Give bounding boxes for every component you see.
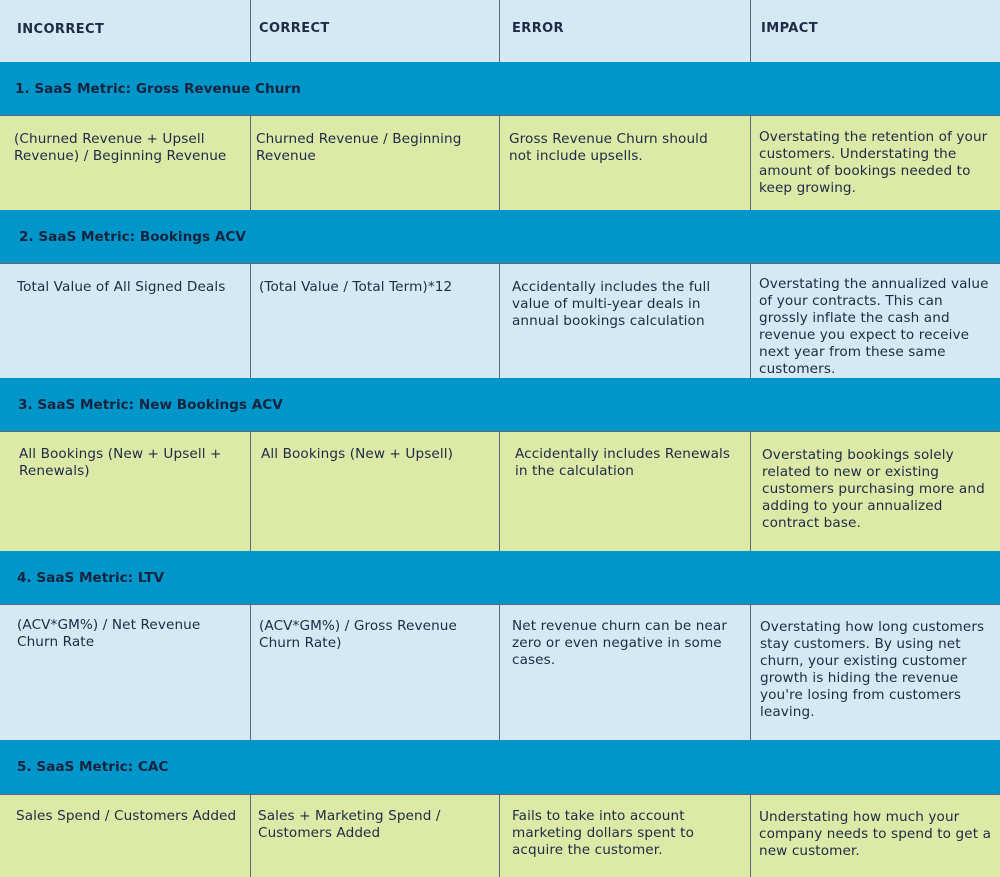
incorrect-text: Sales Spend / Customers Added [16, 808, 237, 824]
table-row [0, 431, 1000, 551]
correct-cell [250, 795, 499, 877]
error-text: Gross Revenue Churn should not include upsells. [509, 131, 708, 164]
impact-cell [750, 605, 1000, 740]
section-title: 3. SaaS Metric: New Bookings ACV [18, 396, 283, 413]
error-text: Accidentally includes the full value of multi-year deals in annual bookings calculation [512, 279, 711, 329]
table-row [0, 263, 1000, 378]
error-text: Net revenue churn can be near zero or even negative in some cases. [512, 618, 728, 668]
incorrect-text: (Churned Revenue + Upsell Revenue) / Beginning Revenue [14, 131, 227, 164]
correct-text: Sales + Marketing Spend / Customers Added [258, 808, 441, 841]
section-title-row [0, 551, 1000, 604]
incorrect-text: All Bookings (New + Upsell + Renewals) [19, 446, 222, 479]
header-correct: CORRECT [250, 0, 499, 62]
correct-cell [250, 605, 499, 740]
section-title-row [0, 210, 1000, 263]
header-incorrect: INCORRECT [17, 22, 105, 37]
error-cell [499, 605, 750, 740]
table-row [0, 794, 1000, 877]
incorrect-cell [0, 264, 250, 378]
section-title-row [0, 378, 1000, 431]
correct-cell [250, 432, 499, 551]
table-row [0, 604, 1000, 740]
impact-cell [750, 116, 1000, 210]
impact-cell [750, 795, 1000, 877]
section-title-row [0, 740, 1000, 794]
header-impact: IMPACT [750, 0, 1000, 62]
impact-text: Overstating the annualized value of your contracts. This can grossly inflate the cash and revenue you expect to receive next year from these same customers. [759, 276, 989, 377]
correct-text: Churned Revenue / Beginning Revenue [256, 131, 462, 164]
header-error: ERROR [499, 0, 750, 62]
section-title: 1. SaaS Metric: Gross Revenue Churn [15, 80, 301, 97]
table-row [0, 115, 1000, 210]
table-header [0, 0, 1000, 62]
correct-text: All Bookings (New + Upsell) [261, 446, 453, 462]
impact-cell [750, 264, 1000, 378]
impact-text: Overstating the retention of your customers. Understating the amount of bookings needed to keep growing. [759, 129, 988, 196]
section-title: 5. SaaS Metric: CAC [17, 759, 169, 775]
incorrect-cell [0, 432, 250, 551]
error-cell [499, 116, 750, 210]
incorrect-text: (ACV*GM%) / Net Revenue Churn Rate [17, 617, 201, 650]
impact-cell [750, 432, 1000, 551]
section-title: 2. SaaS Metric: Bookings ACV [19, 228, 246, 245]
error-cell [499, 432, 750, 551]
impact-text: Overstating how long customers stay customers. By using net churn, your existing customer growth is hiding the revenue you're losing from customers leaving. [760, 619, 985, 720]
correct-text: (ACV*GM%) / Gross Revenue Churn Rate) [259, 618, 457, 651]
incorrect-text: Total Value of All Signed Deals [17, 279, 226, 295]
section-title: 4. SaaS Metric: LTV [17, 569, 165, 586]
error-cell [499, 264, 750, 378]
error-cell [499, 795, 750, 877]
error-text: Fails to take into account marketing dollars spent to acquire the customer. [512, 808, 694, 858]
correct-text: (Total Value / Total Term)*12 [259, 279, 453, 295]
section-title-row [0, 62, 1000, 115]
impact-text: Overstating bookings solely related to new or existing customers purchasing more and adding to your annualized contract base. [762, 447, 985, 531]
correct-cell [250, 264, 499, 378]
incorrect-cell [0, 116, 250, 210]
incorrect-cell [0, 795, 250, 877]
impact-text: Understating how much your company needs to spend to get a new customer. [759, 809, 991, 859]
correct-cell [250, 116, 499, 210]
error-text: Accidentally includes Renewals in the calculation [515, 446, 731, 479]
incorrect-cell [0, 605, 250, 740]
